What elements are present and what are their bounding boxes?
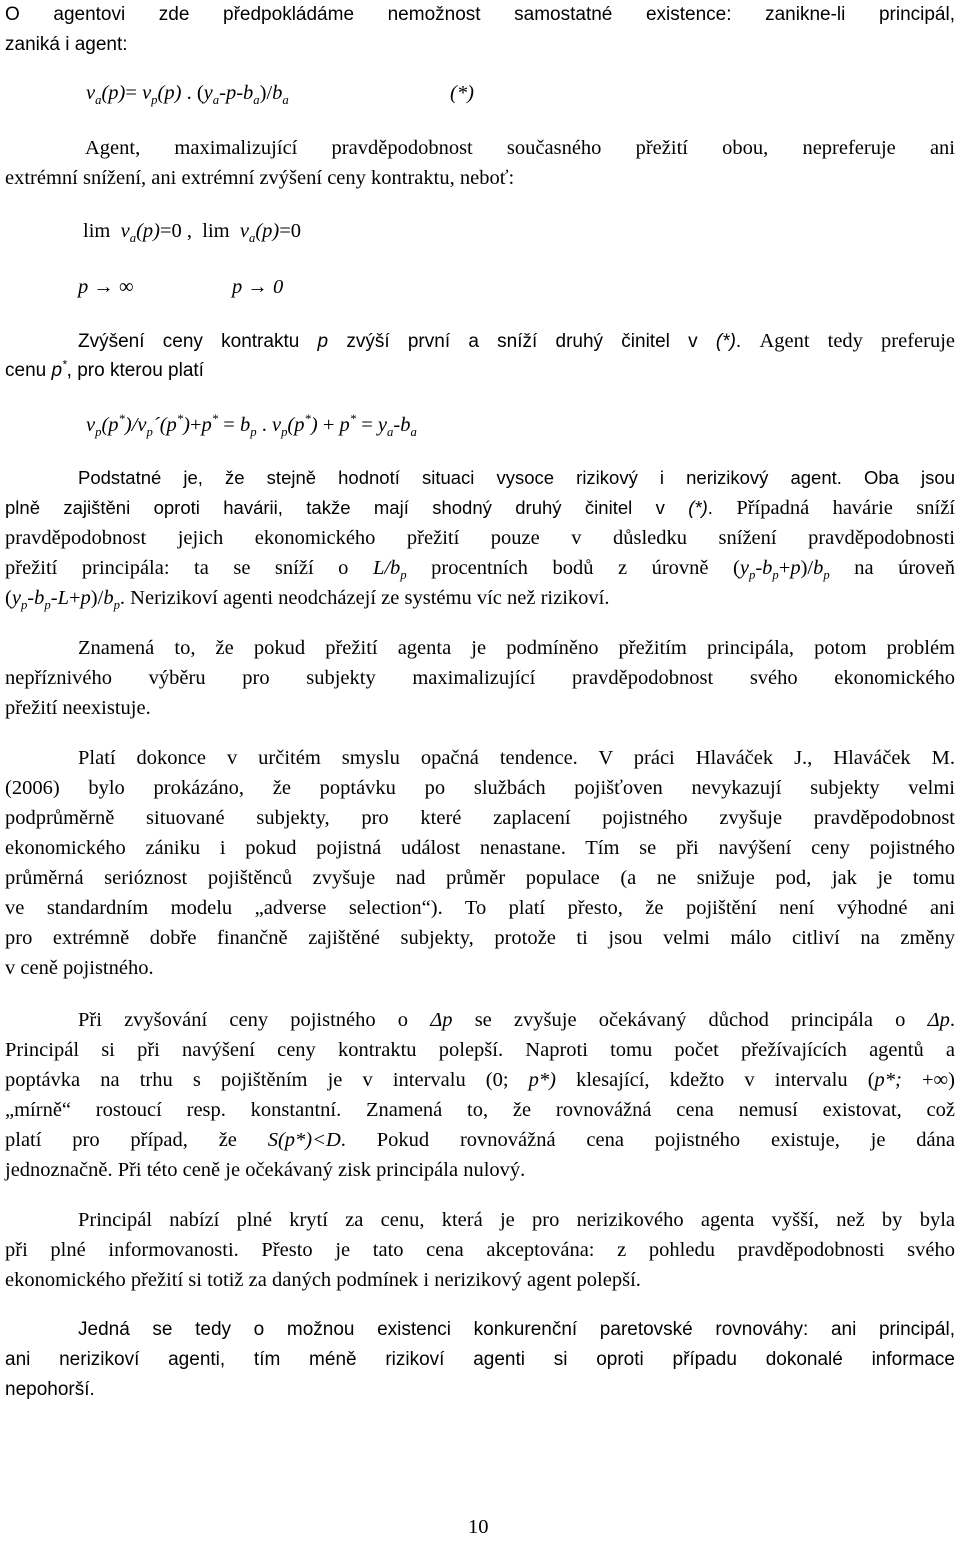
paragraph-line: podprůměrně situované subjekty, pro které zaplacení pojistného zvyšuje pravděpodobnost: [5, 807, 955, 829]
paragraph-line: extrémní snížení, ani extrémní zvýšení ceny kontraktu, neboť:: [5, 167, 515, 189]
paragraph-line: Jedná se tedy o možnou existenci konkurenční paretovské rovnováhy: ani principál,: [78, 1319, 955, 1340]
paragraph-line: cenu p*, pro kterou platí: [5, 358, 204, 381]
paragraph-line: Podstatné je, že stejně hodnotí situaci vysoce rizikový i nerizikový agent. Oba jsou: [78, 467, 955, 488]
paragraph-line: Při zvyšování ceny pojistného o Δp se zvyšuje očekávaný důchod principála o Δp.: [78, 1009, 956, 1031]
equation-star: $v_a(p)= v_p(p)$ . $(y_a-p-b_a)/b_a$: [86, 82, 289, 108]
paragraph-line: zaniká i agent:: [5, 34, 128, 55]
paragraph-line: přežití neexistuje.: [5, 697, 151, 719]
paragraph-line: přežití principála: ta se sníží o $L/b_p$ procentních bodů z úrovně $(y_p-b_p+p)/b_p$ na úroveň: [5, 557, 956, 583]
equation-tag: (*): [450, 82, 474, 104]
paragraph-line: ekonomického zániku i pokud pojistná událost nenastane. Tím se při navýšení ceny pojistného: [5, 837, 955, 859]
paragraph-line: Znamená to, že pokud přežití agenta je podmíněno přežitím principála, potom problém: [78, 637, 955, 659]
paragraph-line: platí pro případ, že S(p*)<D. Pokud rovnovážná cena pojistného existuje, je dána: [5, 1129, 955, 1151]
paragraph-line: Principál nabízí plné krytí za cenu, která je pro nerizikového agenta vyšší, než by byla: [78, 1209, 955, 1231]
paragraph-line: Zvýšení ceny kontraktu p zvýší první a sníží druhý činitel v (*). Agent tedy preferuje: [78, 330, 955, 352]
page-number: 10: [468, 1516, 489, 1538]
paragraph-line: (2006) bylo prokázáno, že poptávku po službách pojišťoven nevykazují subjekty velmi: [5, 777, 955, 799]
paragraph-line: ve standardním modelu „adverse selection“). To platí přesto, že pojištění není výhodné ani: [5, 897, 955, 919]
paragraph-line: $(y_p-b_p-L+p)/b_p$. Nerizikoví agenti neodcházejí ze systému víc než rizikoví.: [5, 587, 610, 613]
paragraph-line: nepohorší.: [5, 1379, 95, 1400]
paragraph-line: pravděpodobnost jejich ekonomického přežití pouze v důsledku snížení pravděpodobnosti: [5, 527, 955, 549]
limit-condition: p → 0: [232, 276, 284, 298]
paragraph-line: v ceně pojistného.: [5, 957, 154, 979]
paragraph-line: ekonomického přežití si totiž za daných podmínek i nerizikový agent polepší.: [5, 1269, 641, 1291]
paragraph-line: plně zajištěni oproti havárii, takže mají shodný druhý činitel v (*). Případná havárie sníží: [5, 497, 955, 519]
paragraph-line: ani nerizikoví agenti, tím méně rizikoví agenti si oproti případu dokonalé informace: [5, 1349, 955, 1370]
paragraph-line: průměrná serióznost pojištěnců zvyšuje nad průměr populace (a ne snižuje pod, jak je tomu: [5, 867, 955, 889]
equation-optimum: $v_p(p^*)/v_p´(p^*)+p^* = b_p$ . $v_p(p^*) + p^* = y_a-b_a$: [86, 412, 417, 440]
paragraph-line: jednoznačně. Při této ceně je očekávaný zisk principála nulový.: [5, 1159, 526, 1181]
paragraph-line: „mírně“ rostoucí resp. konstantní. Znamená to, že rovnovážná cena nemusí existovat, což: [5, 1099, 955, 1121]
paragraph-line: O agentovi zde předpokládáme nemožnost samostatné existence: zanikne-li principál,: [5, 4, 955, 25]
paragraph-line: pro extrémně dobře finančně zajištěné subjekty, protože ti jsou velmi málo citliví na změny: [5, 927, 955, 949]
paragraph-line: nepříznivého výběru pro subjekty maximalizující pravděpodobnost svého ekonomického: [5, 667, 955, 689]
paragraph-line: Principál si při navýšení ceny kontraktu polepší. Naproti tomu počet přežívajících agentů a: [5, 1039, 955, 1061]
paragraph-line: Platí dokonce v určitém smyslu opačná tendence. V práci Hlaváček J., Hlaváček M.: [78, 747, 955, 769]
limit-condition: p → ∞: [78, 276, 134, 298]
limit-expression: $\lim v_a(p)=0$ , $\lim v_a(p)=0$: [83, 220, 302, 246]
paragraph-line: poptávka na trhu s pojištěním je v intervalu (0; p*) klesající, kdežto v intervalu (p*; +∞): [5, 1069, 955, 1091]
paragraph-line: při plné informovanosti. Přesto je tato cena akceptována: z pohledu pravděpodobnosti svého: [5, 1239, 955, 1261]
paragraph-line: Agent, maximalizující pravděpodobnost současného přežití obou, nepreferuje ani: [85, 137, 955, 159]
